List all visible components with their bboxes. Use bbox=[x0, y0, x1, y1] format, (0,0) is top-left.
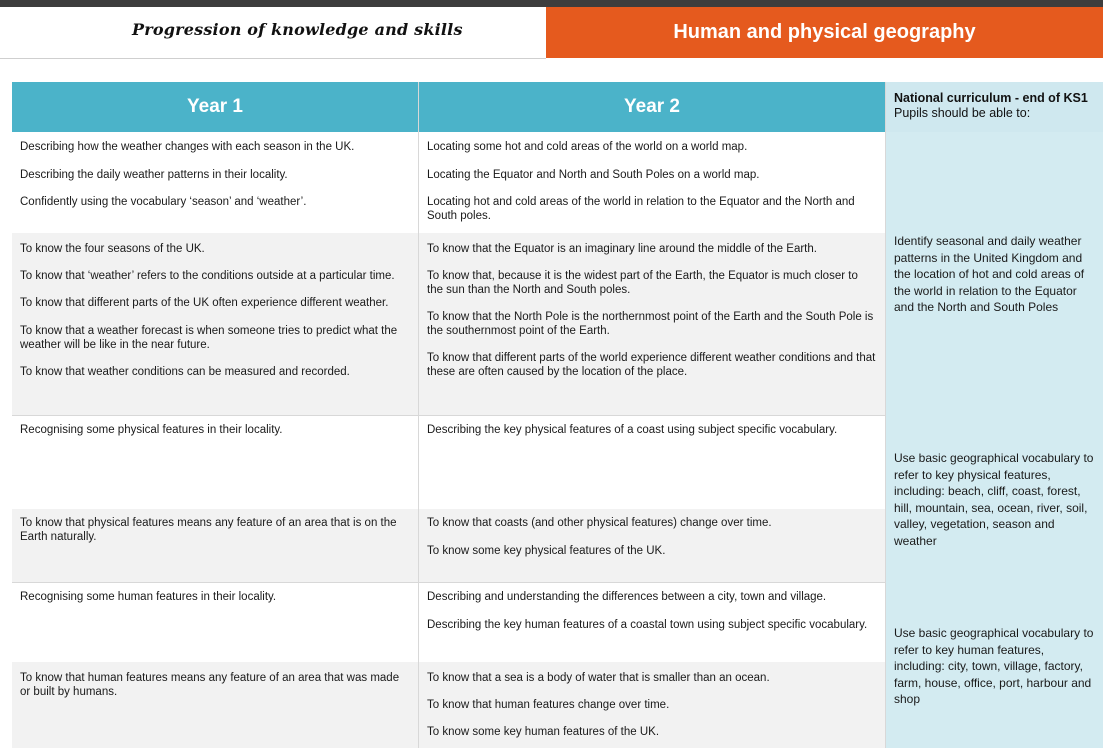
cell-text: To know that, because it is the widest part of the Earth, the Equator is much closer to the sun than the North and South poles. bbox=[427, 270, 858, 296]
cell-text: Locating hot and cold areas of the world in relation to the Equator and the North and South poles. bbox=[427, 196, 855, 222]
cell-text: To know some key human features of the UK. bbox=[427, 726, 660, 738]
cell-text: To know that coasts (and other physical features) change over time. bbox=[427, 517, 772, 529]
cell-text: To know that ‘weather’ refers to the conditions outside at a particular time. bbox=[20, 270, 395, 282]
page-subtitle: Progression of knowledge and skills bbox=[132, 20, 463, 39]
cell-text: To know some key physical features of the UK. bbox=[427, 545, 666, 557]
cell-text: To know that different parts of the world experience different weather conditions and that these are often caused by the location of the place. bbox=[427, 352, 876, 378]
cell-text: To know that weather conditions can be measured and recorded. bbox=[20, 366, 350, 378]
section-divider bbox=[12, 582, 885, 583]
nc-heading-title: National curriculum - end of KS1 bbox=[894, 91, 1088, 105]
page-title: Human and physical geography bbox=[673, 21, 976, 43]
cell-text: To know that a weather forecast is when someone tries to predict what the weather will be like in the near future. bbox=[20, 325, 398, 351]
header-left bbox=[0, 7, 546, 58]
cell-text: To know that a sea is a body of water that is smaller than an ocean. bbox=[427, 672, 770, 684]
cell-text: Describing how the weather changes with each season in the UK. bbox=[20, 141, 355, 153]
section-divider bbox=[12, 415, 885, 416]
nc-heading-subtitle: Pupils should be able to: bbox=[894, 106, 1031, 120]
cell-text: Locating some hot and cold areas of the world on a world map. bbox=[427, 141, 748, 153]
cell-text: Locating the Equator and North and South Poles on a world map. bbox=[427, 169, 760, 181]
cell-text: To know that human features change over time. bbox=[427, 699, 670, 711]
header-divider bbox=[0, 58, 546, 59]
cell-text: To know the four seasons of the UK. bbox=[20, 243, 205, 255]
cell-text: Describing the daily weather patterns in their locality. bbox=[20, 169, 288, 181]
nc-heading bbox=[886, 82, 1103, 132]
cell-text: Describing the key human features of a coastal town using subject specific vocabulary. bbox=[427, 619, 868, 631]
header-right bbox=[546, 7, 1103, 58]
cell-text: To know that the Equator is an imaginary line around the middle of the Earth. bbox=[427, 243, 817, 255]
column-divider bbox=[885, 82, 886, 748]
year1-heading: Year 1 bbox=[12, 82, 418, 132]
cell-text: Recognising some human features in their locality. bbox=[20, 591, 277, 603]
cell-text: Recognising some physical features in their locality. bbox=[20, 424, 283, 436]
cell-text: Describing the key physical features of a coast using subject specific vocabulary. bbox=[427, 424, 838, 436]
cell-text: To know that different parts of the UK often experience different weather. bbox=[20, 297, 389, 309]
nc-weather-text: Identify seasonal and daily weather patterns in the United Kingdom and the location of hot and cold areas of the world in relation to the Equator and the North and South Poles bbox=[894, 234, 1085, 314]
cell-text: To know that human features means any feature of an area that was made or built by humans. bbox=[20, 672, 400, 698]
top-bar bbox=[0, 0, 1103, 7]
cell-text: Describing and understanding the differences between a city, town and village. bbox=[427, 591, 827, 603]
year2-heading: Year 2 bbox=[419, 82, 885, 132]
cell-text: Confidently using the vocabulary ‘season’ and ‘weather’. bbox=[20, 196, 307, 208]
column-divider bbox=[418, 82, 419, 748]
nc-physical-text: Use basic geographical vocabulary to refer to key physical features, including: beach, cliff, coast, forest, hill, mountain, sea, ocean, river, soil, valley, vegetation, season and weather bbox=[894, 451, 1094, 548]
nc-human-text: Use basic geographical vocabulary to refer to key human features, including: city, town, village, factory, farm, house, office, port, harbour and shop bbox=[894, 626, 1094, 706]
cell-text: To know that physical features means any feature of an area that is on the Earth naturally. bbox=[20, 517, 397, 543]
cell-text: To know that the North Pole is the northernmost point of the Earth and the South Pole is the southernmost point of the Earth. bbox=[427, 311, 874, 337]
